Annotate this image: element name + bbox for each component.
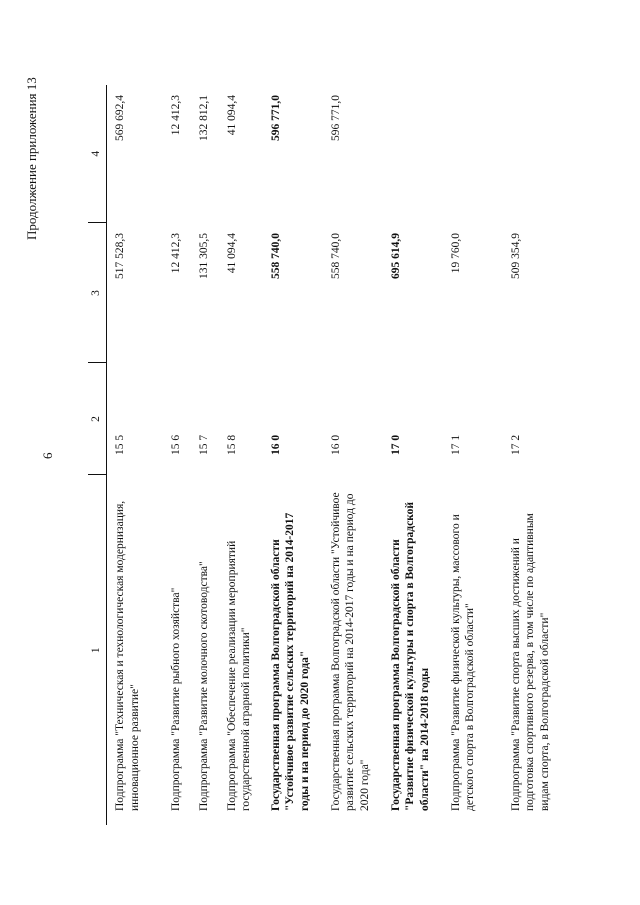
- table-header-row: [88, 85, 107, 825]
- amount-cell: [383, 85, 443, 223]
- table-row: [263, 85, 323, 825]
- code-cell: 16 0: [269, 434, 282, 455]
- program-name-cell: Государственная программа Волгоградской области "Устойчивое развитие сельских территорий на 2014-2017 годы и на период до 2020 года": [269, 512, 311, 811]
- amount-cell: 12 412,3: [169, 95, 182, 136]
- table-row: [443, 85, 503, 825]
- code-cell: 16 0: [329, 434, 342, 455]
- code-cell: 17 2: [509, 434, 522, 455]
- column-header-4: 4: [88, 85, 107, 223]
- table-row: [219, 85, 263, 825]
- amount-cell: 695 614,9: [389, 233, 402, 279]
- budget-table: [88, 85, 573, 825]
- code-cell: 17 1: [449, 434, 462, 455]
- program-name-cell: Подпрограмма "Развитие спорта высших достижений и подготовка спортивного резерва, в том числе по адаптивным видам спорта, в Волгоградской области": [509, 513, 551, 811]
- amount-cell: 596 771,0: [329, 95, 342, 141]
- amount-cell: 558 740,0: [269, 233, 282, 279]
- amount-cell: 41 094,4: [225, 233, 238, 274]
- table-row: [323, 85, 383, 825]
- table-row: [107, 85, 163, 825]
- program-name-cell: Подпрограмма "Развитие молочного скотоводства": [197, 561, 210, 811]
- program-name-cell: Подпрограмма "Обеспечение реализации мероприятий государственной аграрной политики": [225, 540, 253, 811]
- column-header-2: 2: [88, 363, 107, 475]
- appendix-continuation-note: Продолжение приложения 13: [24, 77, 39, 240]
- page-number: 6: [40, 452, 55, 459]
- code-cell: 15 6: [169, 434, 182, 455]
- amount-cell: [443, 85, 503, 223]
- amount-cell: 131 305,5: [197, 233, 210, 279]
- amount-cell: 509 354,9: [509, 233, 522, 279]
- table-row: [503, 85, 573, 825]
- column-header-3: 3: [88, 223, 107, 363]
- program-name-cell: Подпрограмма "Развитие рыбного хозяйства": [169, 587, 182, 811]
- table-row: [163, 85, 191, 825]
- amount-cell: 569 692,4: [114, 95, 126, 141]
- program-name-cell: Государственная программа Волгоградской области "Устойчивое развитие сельских территорий на 2014-2017 годы и на период до 2020 года": [329, 492, 371, 811]
- code-cell: 17 0: [389, 434, 402, 455]
- code-cell: 15 7: [197, 434, 210, 455]
- amount-cell: 132 812,1: [197, 95, 210, 141]
- amount-cell: 41 094,4: [225, 95, 238, 136]
- program-name-cell: Подпрограмма "Развитие физической культуры, массового и детского спорта в Волгоградской области": [449, 514, 477, 811]
- code-cell: 15 8: [225, 434, 238, 455]
- amount-cell: 596 771,0: [269, 95, 282, 141]
- amount-cell: [503, 85, 573, 223]
- program-name-cell: Подпрограмма "Техническая и технологическая модернизация, инновационное развитие": [114, 500, 141, 811]
- program-name-cell: Государственная программа Волгоградской области "Развитие физической культуры и спорта в Волгоградской области" на 2014-2018 годы: [389, 501, 431, 811]
- amount-cell: 517 528,3: [114, 233, 126, 279]
- amount-cell: 12 412,3: [169, 233, 182, 274]
- table-row: [191, 85, 219, 825]
- column-header-1: 1: [88, 475, 107, 825]
- amount-cell: 558 740,0: [329, 233, 342, 279]
- table-row: [383, 85, 443, 825]
- amount-cell: 19 760,0: [449, 233, 462, 274]
- code-cell: 15 5: [114, 434, 126, 455]
